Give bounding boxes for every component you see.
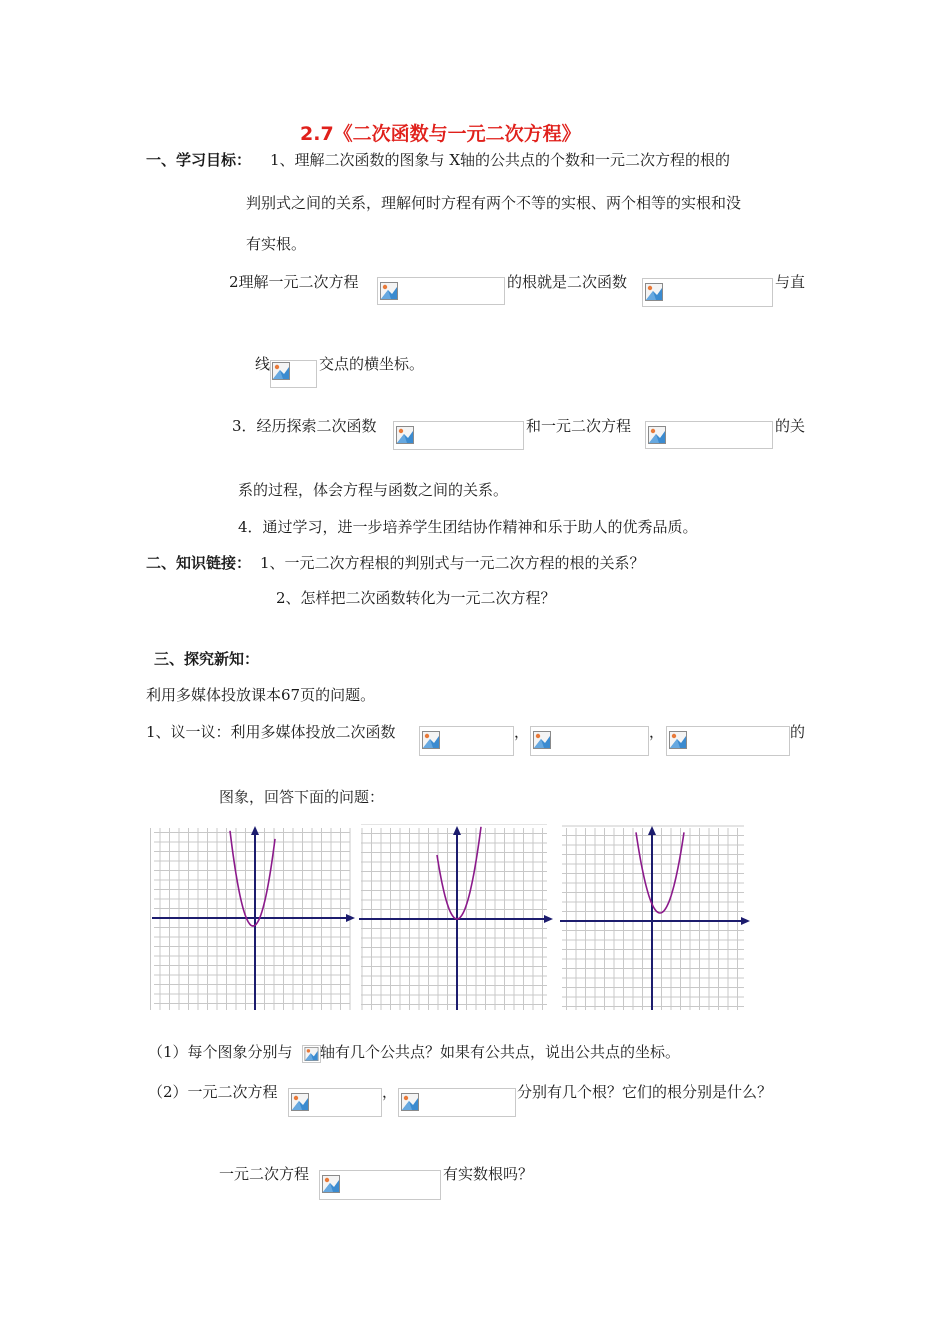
goal4: 4．通过学习，进一步培养学生团结协作精神和乐于助人的优秀品质。 bbox=[238, 518, 698, 536]
broken-image-icon bbox=[272, 362, 290, 380]
broken-image-icon bbox=[322, 1175, 340, 1193]
line-image bbox=[270, 360, 317, 388]
link-question-1: 1、一元二次方程根的判别式与一元二次方程的根的关系？ bbox=[260, 554, 645, 572]
x-axis-symbol-image bbox=[302, 1045, 321, 1063]
goal3-text-a: 3．经历探索二次函数 bbox=[232, 417, 377, 435]
parabola-graph-3 bbox=[558, 824, 754, 1012]
section1-heading: 一、学习目标： bbox=[146, 151, 252, 169]
comma: ， bbox=[649, 723, 665, 741]
comma: ， bbox=[514, 723, 530, 741]
y-axis-arrow bbox=[251, 826, 259, 835]
question2-text-b: 分别有几个根？它们的根分别是什么？ bbox=[517, 1083, 773, 1101]
page-title: 2.7《二次函数与一元二次方程》 bbox=[300, 123, 581, 145]
function-image-2 bbox=[530, 726, 649, 756]
y-axis-arrow bbox=[648, 826, 656, 835]
parabola-curve bbox=[636, 832, 684, 913]
x-axis-arrow bbox=[544, 915, 553, 923]
parabola-curve bbox=[437, 827, 481, 919]
y-axis-arrow bbox=[453, 826, 461, 835]
broken-image-icon bbox=[533, 731, 551, 749]
goal3-text-d: 系的过程，体会方程与函数之间的关系。 bbox=[238, 481, 509, 499]
section3-heading: 三、探究新知： bbox=[154, 650, 260, 668]
broken-image-icon bbox=[291, 1093, 309, 1111]
function-image-3 bbox=[666, 726, 790, 756]
parabola-curve bbox=[230, 831, 275, 926]
equation-image bbox=[645, 421, 773, 449]
question3-text-b: 有实数根吗？ bbox=[443, 1165, 534, 1183]
question1-text-a: （1）每个图象分别与 bbox=[148, 1043, 293, 1061]
discuss-text-a: 1、议一议：利用多媒体投放二次函数 bbox=[146, 723, 396, 741]
goal1-line1: 1、理解二次函数的图象与 X轴的公共点的个数和一元二次方程的根的 bbox=[270, 151, 730, 169]
broken-image-icon bbox=[648, 426, 666, 444]
function-image bbox=[642, 278, 773, 307]
link-question-2: 2、怎样把二次函数转化为一元二次方程？ bbox=[276, 589, 556, 607]
parabola-graph-1 bbox=[150, 824, 360, 1012]
equation-image-3 bbox=[319, 1170, 441, 1200]
equation-image bbox=[377, 277, 505, 305]
broken-image-icon bbox=[645, 283, 663, 301]
broken-image-icon bbox=[401, 1093, 419, 1111]
goal3-text-c: 的关 bbox=[775, 417, 806, 435]
broken-image-icon bbox=[380, 282, 398, 300]
goal1-line2: 判别式之间的关系，理解何时方程有两个不等的实根、两个相等的实根和没 bbox=[246, 194, 742, 212]
section2-heading: 二、知识链接： bbox=[146, 554, 252, 572]
discuss-text-b: 的 bbox=[790, 723, 806, 741]
goal1-line3: 有实根。 bbox=[246, 235, 307, 253]
x-axis-arrow bbox=[741, 917, 750, 925]
broken-image-icon bbox=[396, 426, 414, 444]
question2-text-a: （2）一元二次方程 bbox=[148, 1083, 278, 1101]
broken-image-icon bbox=[669, 731, 687, 749]
goal2-text-b: 的根就是二次函数 bbox=[507, 273, 628, 291]
discuss-text-c: 图象，回答下面的问题： bbox=[219, 788, 385, 806]
goal2-text-d: 线 bbox=[255, 355, 271, 373]
function-image bbox=[393, 421, 524, 450]
goal2-text-c: 与直 bbox=[775, 273, 806, 291]
comma: ， bbox=[382, 1083, 398, 1101]
broken-image-icon bbox=[304, 1047, 319, 1061]
function-image-1 bbox=[419, 726, 514, 756]
goal3-text-b: 和一元二次方程 bbox=[526, 417, 632, 435]
broken-image-icon bbox=[422, 731, 440, 749]
goal2-text-e: 交点的横坐标。 bbox=[319, 355, 425, 373]
equation-image-2 bbox=[398, 1088, 516, 1117]
parabola-graph-2 bbox=[357, 824, 557, 1012]
equation-image-1 bbox=[288, 1088, 382, 1117]
question1-text-b: 轴有几个公共点？如果有公共点，说出公共点的坐标。 bbox=[320, 1043, 681, 1061]
section3-intro: 利用多媒体投放课本67页的问题。 bbox=[146, 686, 376, 704]
goal2-text-a: 2理解一元二次方程 bbox=[229, 273, 359, 291]
question3-text-a: 一元二次方程 bbox=[219, 1165, 310, 1183]
